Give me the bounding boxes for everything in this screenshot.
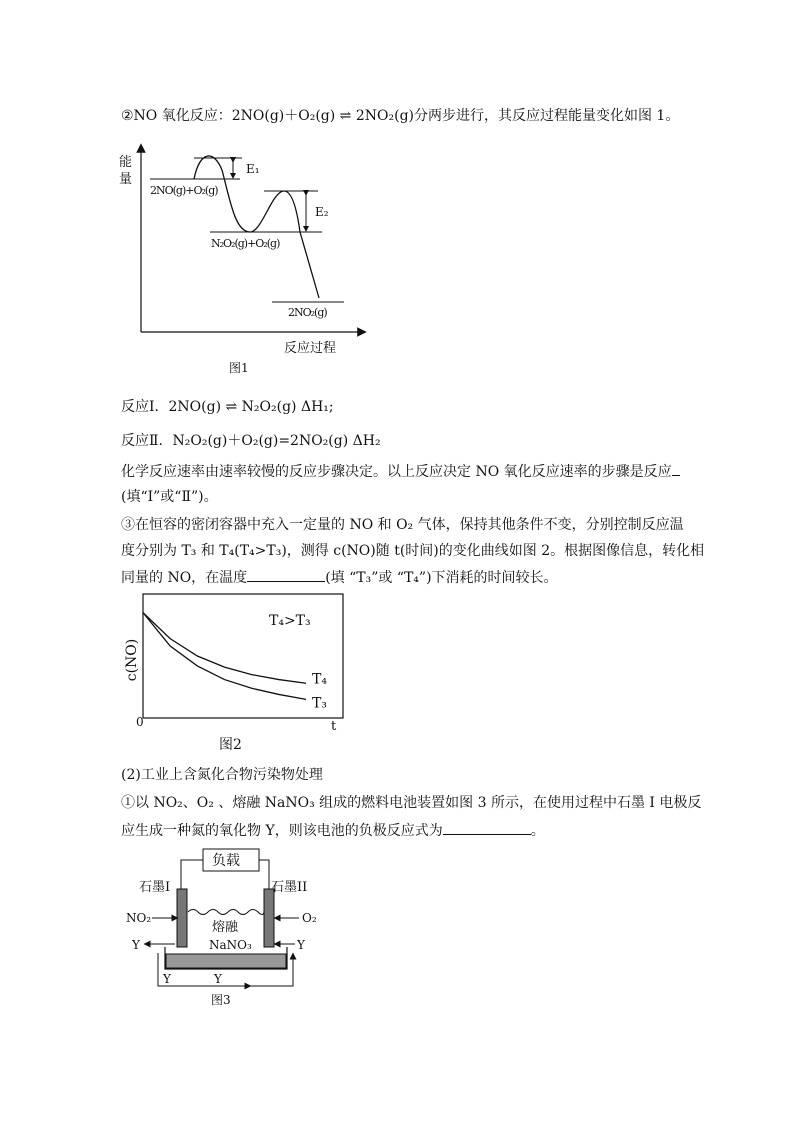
fig3-y-bottom-label: Y (214, 972, 222, 986)
fig1-caption: 图1 (229, 361, 249, 375)
fig1-label-reactants: 2NO(g)+O₂(g) (150, 184, 218, 197)
fig3-load-label: 负载 (212, 853, 240, 869)
fig2-ylabel: c(NO) (124, 638, 140, 682)
fig2-origin-label: 0 (136, 715, 144, 729)
fig3-y-right-label: Y (297, 938, 305, 952)
fig1-label-product: 2NO₂(g) (288, 306, 327, 319)
fig3-right-electrode (264, 889, 274, 947)
fig2-series-t4-label: T₄ (312, 671, 327, 688)
fig3-caption: 图3 (211, 993, 231, 1007)
fig2-xlabel: t (331, 719, 337, 734)
q3-line-1: ③在恒容的密闭容器中充入一定量的 NO 和 O₂ 气体，保持其他条件不变，分别控制反应温 (121, 517, 684, 533)
fig2-annotation: T₄>T₃ (269, 613, 311, 629)
fig1-ylabel-2: 量 (119, 172, 133, 187)
fig2-series-t3-label: T₃ (312, 695, 327, 712)
reaction-1: 反应Ⅰ．2NO(g) ⇌ N₂O₂(g) ΔH₁; (121, 399, 334, 415)
q3-line-2: 度分别为 T₃ 和 T₄(T₄>T₃)，测得 c(NO)随 t(时间)的变化曲线如图 2。根据图像信息，转化相 (121, 543, 705, 559)
fig1-xlabel: 反应过程 (284, 341, 337, 356)
q2-intro: ②NO 氧化反应：2NO(g)＋O₂(g) ⇌ 2NO₂(g)分两步进行，其反应过程能量变化如图 1。 (121, 108, 680, 124)
fig3-right-electrode-label: 石墨II (271, 880, 308, 895)
fig3-left-electrode (177, 889, 187, 947)
reaction-2: 反应Ⅱ．N₂O₂(g)＋O₂(g)=2NO₂(g) ΔH₂ (121, 433, 381, 449)
part2-line-2b: 。 (530, 823, 545, 839)
fig3-y-left-label: Y (132, 938, 140, 952)
fill-hint: (填“Ⅰ”或“Ⅱ”)。 (121, 489, 218, 505)
fig1-e2-label: E₂ (315, 205, 329, 219)
fig1-label-intermediate: N₂O₂(g)+O₂(g) (211, 237, 280, 250)
fig3-no2-label: NO₂ (126, 911, 152, 925)
fig3-left-electrode-label: 石墨I (139, 880, 171, 895)
fig2-caption: 图2 (219, 737, 242, 753)
q3-line-3b: (填 “T₃”或 “T₄”)下消耗的时间较长。 (325, 570, 558, 586)
fig3-melt-label-1: 熔融 (212, 920, 239, 935)
part2-line-2a: 应生成一种氮的氧化物 Y，则该电池的负极反应式为 (121, 823, 443, 839)
fig3-melt-surface (188, 910, 264, 915)
fig1-e1-label: E₁ (246, 162, 260, 176)
fig3-wire-right (259, 860, 269, 890)
fig3-vessel-base (166, 954, 286, 968)
fig3-melt-label-2: NaNO₃ (209, 938, 252, 952)
part2-line-1: ①以 NO₂、O₂ 、熔融 NaNO₃ 组成的燃料电池装置如图 3 所示，在使用过程中石墨 I 电极反 (121, 795, 702, 811)
part2-heading: (2)工业上含氮化合物污染物处理 (121, 767, 323, 783)
rate-text-body: 化学反应速率由速率较慢的反应步骤决定。以上反应决定 NO 氧化反应速率的步骤是反应 (121, 464, 672, 480)
fig3-o2-label: O₂ (302, 911, 317, 925)
fig3-wire-left (181, 860, 203, 890)
fig1-ylabel-1: 能 (119, 155, 133, 170)
q3-line-3a: 同量的 NO，在温度 (121, 570, 248, 586)
fig3-y-bottom-left-label: Y (163, 972, 171, 986)
